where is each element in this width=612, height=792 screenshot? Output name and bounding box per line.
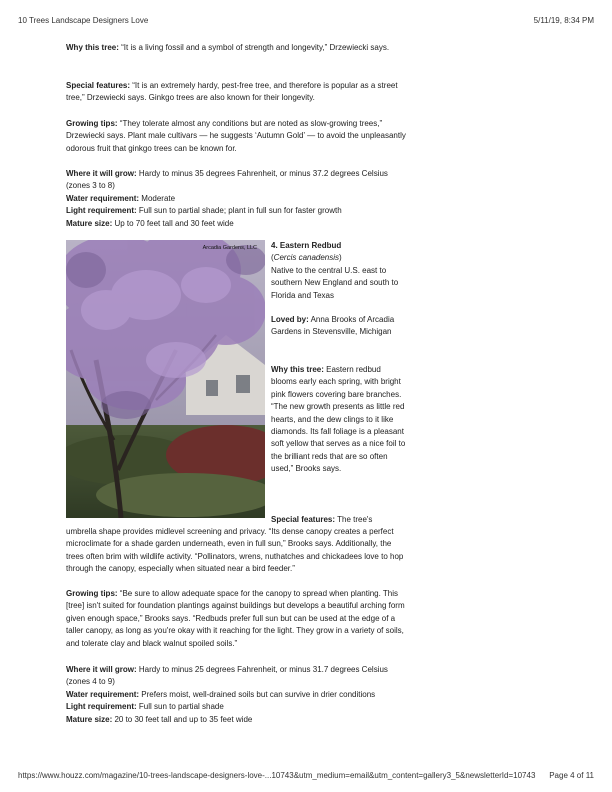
redbud-intro bbox=[271, 240, 406, 302]
redbud-size-text: 20 to 30 feet tall and up to 35 feet wide bbox=[112, 714, 253, 724]
redbud-growing-block bbox=[66, 588, 406, 650]
redbud-loved-text: Anna Brooks of Arcadia Gardens in Stevensville, Michigan bbox=[271, 315, 395, 337]
redbud-tree-illustration bbox=[66, 240, 265, 518]
redbud-size bbox=[66, 714, 406, 726]
ginkgo-special-block bbox=[66, 80, 406, 105]
page-header-title: 10 Trees Landscape Designers Love bbox=[18, 16, 149, 25]
redbud-latin-line bbox=[271, 252, 406, 264]
ginkgo-grow bbox=[66, 168, 406, 193]
redbud-latin: Cercis canadensis bbox=[273, 253, 340, 263]
redbud-photo bbox=[66, 240, 265, 518]
redbud-latin-open: ( bbox=[271, 253, 274, 263]
redbud-heading: 4. Eastern Redbud bbox=[271, 241, 342, 250]
redbud-light-label: Light requirement: bbox=[66, 702, 137, 712]
ginkgo-water bbox=[66, 193, 406, 205]
ginkgo-growing bbox=[66, 118, 406, 155]
redbud-special-rest-block bbox=[66, 526, 406, 576]
ginkgo-light-text: Full sun to partial shade; plant in full sun for faster growth bbox=[136, 206, 342, 216]
redbud-native: Native to the central U.S. east to southern New England and south to Florida and Texas bbox=[271, 265, 399, 300]
redbud-why-text: Eastern redbud blooms early each spring, with bright pink flowers covering bare branches. “The new growth presents as little red hearts, and the dew clings to it like diamonds. Its fall foliage is a pleasant soft yellow that serves as a nice foil to the brilliant reds that are so often used,” Brooks says. bbox=[271, 365, 406, 474]
redbud-size-label: Mature size: bbox=[66, 714, 113, 724]
ginkgo-growing-block bbox=[66, 118, 406, 155]
redbud-water-label: Water requirement: bbox=[66, 689, 140, 699]
redbud-light bbox=[66, 701, 406, 713]
redbud-loved-block bbox=[271, 314, 406, 339]
ginkgo-why-text: “It is a living fossil and a symbol of strength and longevity,” Drzewiecki says. bbox=[118, 43, 390, 52]
ginkgo-growing-label: Growing tips: bbox=[66, 119, 118, 128]
ginkgo-light-label: Light requirement: bbox=[66, 206, 137, 216]
redbud-why bbox=[271, 364, 406, 476]
redbud-loved-label: Loved by: bbox=[271, 315, 309, 324]
redbud-special-start bbox=[271, 514, 406, 526]
ginkgo-section bbox=[66, 42, 406, 54]
footer-page-number: Page 4 of 11 bbox=[549, 771, 594, 780]
redbud-water-text: Prefers moist, well-drained soils but can survive in drier conditions bbox=[139, 689, 376, 699]
ginkgo-special bbox=[66, 80, 406, 105]
redbud-why-label: Why this tree: bbox=[271, 365, 324, 374]
redbud-latin-close: ) bbox=[339, 253, 342, 263]
ginkgo-size-text: Up to 70 feet tall and 30 feet wide bbox=[112, 218, 234, 228]
redbud-special-rest: umbrella shape provides midlevel screening and privacy. “Its dense canopy creates a perfect microclimate for a shade garden underneath, even in full sun,” Brooks says. Additionally, the trees often brim with wildlife activity. “Pollinators, wrens, nuthatches and chickadees love to hop through the canopy, especially when situated near a bird feeder.” bbox=[66, 527, 404, 574]
ginkgo-specs bbox=[66, 168, 406, 230]
redbud-special-first: The tree's bbox=[335, 515, 373, 524]
redbud-why-block bbox=[271, 364, 406, 476]
redbud-water bbox=[66, 689, 406, 701]
ginkgo-size-label: Mature size: bbox=[66, 218, 113, 228]
ginkgo-why-label: Why this tree: bbox=[66, 43, 119, 52]
redbud-growing-label: Growing tips: bbox=[66, 589, 118, 598]
ginkgo-why bbox=[66, 42, 406, 54]
redbud-light-text: Full sun to partial shade bbox=[136, 702, 224, 712]
redbud-special-label: Special features: bbox=[271, 515, 336, 524]
redbud-loved bbox=[271, 314, 406, 339]
footer-url: https://www.houzz.com/magazine/10-trees-landscape-designers-love-...10743&utm_medium=email&utm_content=gallery3_5&newsletterId=10743 bbox=[18, 771, 536, 780]
ginkgo-grow-text: Hardy to minus 35 degrees Fahrenheit, or minus 37.2 degrees Celsius (zones 3 to 8) bbox=[66, 169, 388, 191]
redbud-growing bbox=[66, 588, 406, 650]
ginkgo-special-label: Special features: bbox=[66, 81, 131, 90]
redbud-grow bbox=[66, 664, 406, 689]
ginkgo-light bbox=[66, 205, 406, 217]
ginkgo-growing-text: “They tolerate almost any conditions but are noted as slow-growing trees,” Drzewiecki says. Plant male cultivars — he suggests ‘Autumn Gold’ — to avoid the unpleasantly odorous fruit that ginkgo trees can be known for. bbox=[66, 119, 406, 153]
redbud-grow-text: Hardy to minus 25 degrees Fahrenheit, or minus 31.7 degrees Celsius (zones 4 to 9) bbox=[66, 665, 388, 687]
ginkgo-size bbox=[66, 218, 406, 230]
redbud-growing-text: “Be sure to allow adequate space for the canopy to spread when planting. This [tree] isn't suited for foundation plantings against buildings but develops a beautiful arching form given enough space,” Brooks says. “Redbuds prefer full sun but can be used at the edge of a taller canopy, as long as you're okay with it reaching for the light. They grow in a variety of soils, and tolerate clay and black walnut spoiled soils.” bbox=[66, 589, 405, 648]
redbud-special-first-line bbox=[271, 514, 406, 526]
page-header-datetime: 5/11/19, 8:34 PM bbox=[533, 16, 594, 25]
ginkgo-water-text: Moderate bbox=[139, 193, 176, 203]
redbud-grow-label: Where it will grow: bbox=[66, 665, 137, 674]
photo-credit: Arcadia Gardens, LLC bbox=[202, 245, 257, 251]
ginkgo-grow-label: Where it will grow: bbox=[66, 169, 137, 178]
ginkgo-water-label: Water requirement: bbox=[66, 193, 140, 203]
ginkgo-special-text: “It is an extremely hardy, pest-free tree, and therefore is popular as a street tree,” Drzewiecki says. Ginkgo trees are also known for their longevity. bbox=[66, 81, 398, 103]
redbud-specs bbox=[66, 664, 406, 726]
